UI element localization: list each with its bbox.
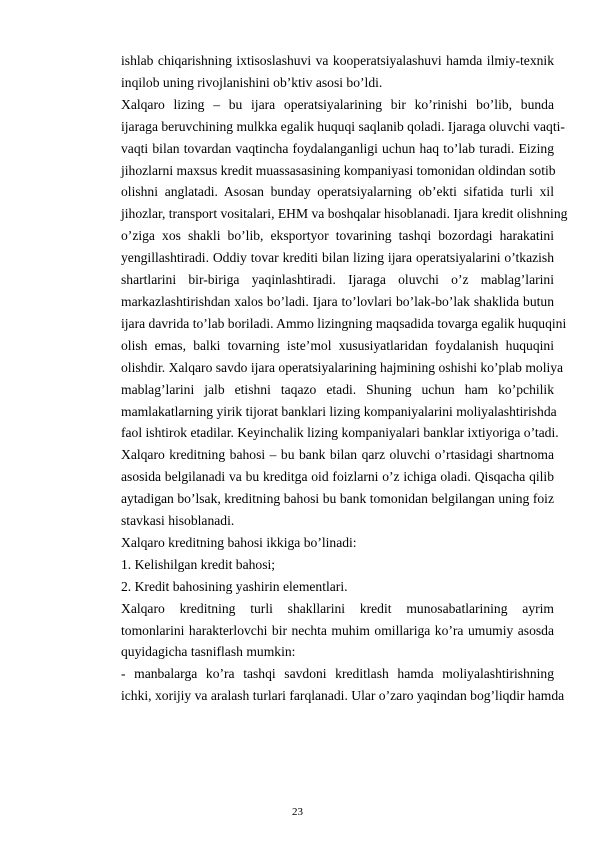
text-line: Xalqaro kreditning turli shakllarini kredit munosabatlarining ayrim [121, 600, 554, 616]
text-line: quyidagicha tasniflash mumkin: [121, 644, 296, 660]
text-line: 2. Kredit bahosining yashirin elementlari. [121, 578, 348, 594]
text-line: olishni anglatadi. Asosan bunday operatsiyalarning ob’ekti sifatida turli xil [121, 184, 554, 200]
paragraph [85, 598, 554, 664]
text-line: jihozlarni maxsus kredit muassasasining kompaniyasi tomonidan oldindan sotib [121, 162, 556, 178]
text-line: o’ziga xos shakli bo’lib, eksportyor tovarining tashqi bozordagi harakatini [121, 228, 554, 244]
text-line: aytadigan bo’lsak, kreditning bahosi bu bank tomonidan belgilangan uning foiz [121, 491, 554, 507]
paragraph [85, 532, 554, 554]
text-line: jihozlar, transport vositalari, EHM va boshqalar hisoblanadi. Ijara kredit olishning [121, 206, 568, 222]
text-line: markazlashtirishdan xalos bo’ladi. Ijara to’lovlari bo’lak-bo’lak shaklida butun [121, 293, 554, 309]
text-line: yengillashtiradi. Oddiy tovar krediti bilan lizing ijara operatsiyalarini o’tkazish [121, 250, 554, 266]
text-line: - manbalarga ko’ra tashqi savdoni kreditlash hamda moliyalashtirishning [121, 666, 554, 682]
text-line: inqilob uning rivojlanishini ob’ktiv asosi bo’ldi. [121, 74, 383, 90]
text-line: stavkasi hisoblanadi. [121, 513, 235, 529]
text-line: asosida belgilanadi va bu kreditga oid foizlarni o’z ichiga oladi. Qisqacha qilib [121, 469, 554, 485]
text-line: Xalqaro kreditning bahosi ikkiga bo’linadi: [121, 534, 357, 550]
text-line: olishdir. Xalqaro savdo ijara operatsiyalarining hajmining oshishi ko’plab moliya [121, 359, 564, 375]
paragraph [85, 94, 568, 532]
text-line: ijara davrida to’lab boriladi. Ammo lizingning maqsadida tovarga egalik huquqini [121, 315, 567, 331]
text-line: ishlab chiqarishning ixtisoslashuvi va kooperatsiyalashuvi hamda ilmiy-texnik [121, 53, 554, 68]
text-line: shartlarini bir-biriga yaqinlashtiradi. Ijaraga oluvchi o’z mablag’larini [121, 272, 554, 288]
text-line: Xalqaro lizing – bu ijara operatsiyalarining bir ko’rinishi bo’lib, bunda [121, 96, 554, 112]
text-line: ijaraga beruvchining mulkka egalik huquqi saqlanib qoladi. Ijaraga oluvchi vaqti- [121, 118, 565, 134]
text-line: Xalqaro kreditning bahosi – bu bank bilan qarz oluvchi o’rtasidagi shartnoma [121, 447, 554, 463]
body-text [85, 50, 568, 707]
paragraph [85, 554, 554, 576]
text-line: mamlakatlarning yirik tijorat banklari lizing kompaniyalarini moliyalashtirishda [121, 403, 557, 419]
paragraph [85, 663, 565, 707]
text-line: ichki, xorijiy va aralash turlari farqlanadi. Ular o’zaro yaqindan bog’liqdir hamda [121, 688, 565, 704]
text-line: tomonlarini harakterlovchi bir nechta muhim omillariga ko’ra umumiy asosda [121, 622, 554, 638]
text-line: vaqti bilan tovardan vaqtincha foydalanganligi uchun haq to’lab turadi. Eizing [121, 140, 554, 156]
text-line: mablag’larini jalb etishni taqazo etadi. Shuning uchun ham ko’pchilik [121, 381, 554, 397]
paragraph [85, 576, 554, 598]
paragraph [85, 50, 554, 94]
text-line: olish emas, balki tovarning iste’mol xususiyatlaridan foydalanish huquqini [121, 337, 554, 353]
page-number: 23 [292, 806, 303, 818]
text-line: faol ishtirok etadilar. Keyinchalik lizing kompaniyalari banklar ixtiyoriga o’tadi. [121, 425, 559, 441]
text-line: 1. Kelishilgan kredit bahosi; [121, 556, 276, 572]
